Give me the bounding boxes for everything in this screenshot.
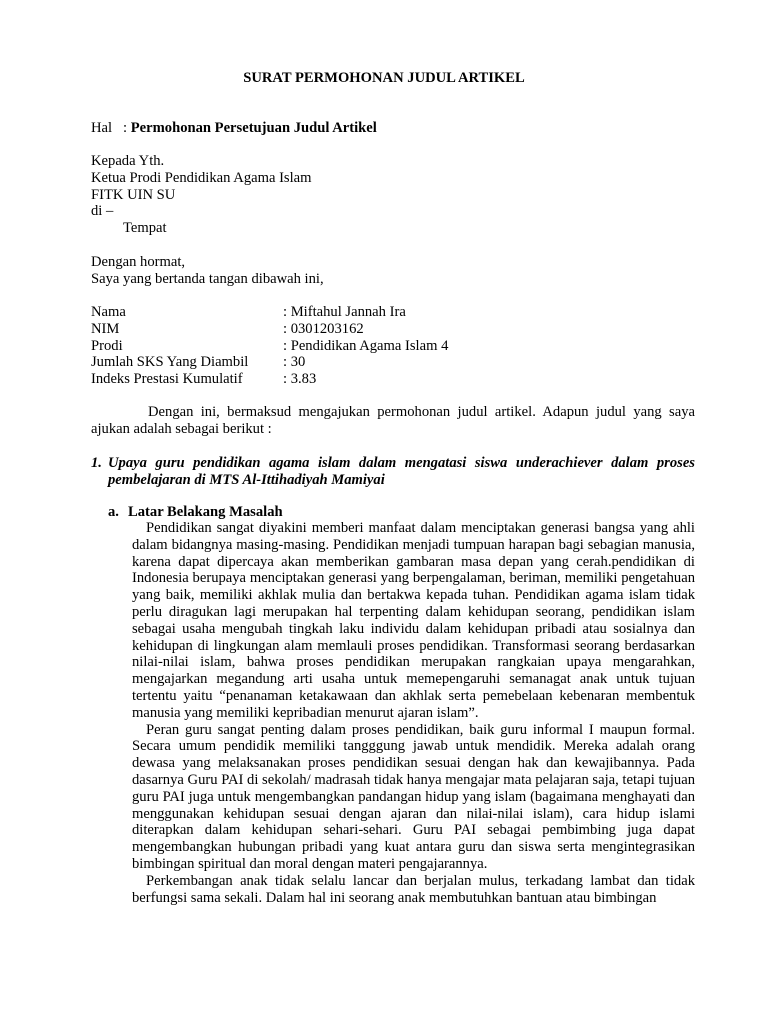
body-paragraph: Peran guru sangat penting dalam proses pendidikan, baik guru informal I maupun formal. Secara umum pendidik memiliki tangggung jawab untuk mendidik. Mereka adalah orang dewasa yang melaksanakan proses pendidikan sesuai dengan hak dan kewajibannya. Pada dasarnya Guru PAI di sekolah/ madrasah tidak hanya mengajar mata pelajaran saja, tetapi tujuan guru PAI juga untuk mengembangkan pandangan hidup yang islam (bagaimana menghayati dan menggunakan kehidupan sesuai dengan ajaran dan nilai-nilai islam), cara hidup islami diterapkan dalam kehidupan sehari-sehari. Guru PAI sebagai pembimbing juga dapat mengembangkan hubungan pribadi yang kuat antara guru dan siswa serta mengintegrasikan bimbingan spiritual dan moral dengan materi pengajarannya. [132, 721, 695, 872]
section-body [132, 520, 695, 906]
identity-label: NIM [91, 320, 120, 337]
greeting-block [91, 254, 324, 288]
recipient-line: Ketua Prodi Pendidikan Agama Islam [91, 169, 312, 186]
identity-row-sks [91, 354, 448, 371]
identity-label: Indeks Prestasi Kumulatif [91, 371, 243, 388]
body-paragraph: Perkembangan anak tidak selalu lancar dan berjalan mulus, terkadang lambat dan tidak berfungsi sama sekali. Dalam hal ini seorang anak membutuhkan bantuan atau bimbingan [132, 872, 695, 906]
identity-value: : 30 [283, 354, 306, 371]
subject-line [91, 120, 377, 137]
article-topic [91, 455, 695, 489]
recipient-place: Tempat [123, 220, 167, 237]
identity-row-prodi [91, 338, 448, 355]
identity-row-ipk [91, 371, 448, 388]
subject-separator: : [123, 120, 128, 136]
body-paragraph: Pendidikan sangat diyakini memberi manfaat dalam menciptakan generasi bangsa yang ahli dalam bidangnya masing-masing. Pendidikan menjadi tumpuan harapan bagi sebagian manusia, karena dapat dipercaya akan memberikan gambaran masa depan yang cerah.pendidikan di Indonesia berupaya menciptakan generasi yang berpengalaman, beriman, memiliki pengetahuan yang baik, memiliki akhlak mulia dan bertakwa kepada tuhan. Pendidikan agama islam tidak perlu diragukan lagi merupakan hal terpenting dalam kehidupan seorang, pendidikan islam sebagai usaha mengubah tingkah laku individu dalam kehidupan pribadi atau sosialnya dan kehidupan di lingkungan alam memlauli proses pendidikan. Transformasi seorang berdasarkan nilai-nilai islam, bahwa proses pendidikan merupakan rangkaian upaya mengarahkan, mengajarkan megandung arti usaha untuk memepengaruhi semanagat anak untuk tujuan tertentu yaitu “penanaman ketakawaan dan akhlak serta pemebelaan kebenaran membentuk manusia yang memiliki kepribadian menurut ajaran islam”. [132, 520, 695, 721]
recipient-block [91, 153, 312, 237]
identity-value: : 3.83 [283, 371, 317, 388]
topic-number: 1. [91, 455, 102, 471]
identity-value: : Miftahul Jannah Ira [283, 304, 406, 320]
section-letter: a. [108, 504, 119, 520]
recipient-line: FITK UIN SU [91, 186, 176, 203]
subject-value: Permohonan Persetujuan Judul Artikel [130, 120, 377, 136]
section-heading [108, 504, 283, 521]
subject-label: Hal [91, 120, 113, 136]
topic-title: Upaya guru pendidikan agama islam dalam mengatasi siswa underachiever dalam proses pembelajaran di MTS Al-Ittihadiyah Mamiyai [108, 455, 695, 488]
identity-value: : Pendidikan Agama Islam 4 [283, 337, 449, 354]
recipient-line: Kepada Yth. [91, 153, 165, 169]
intro-paragraph: Dengan ini, bermaksud mengajukan permohonan judul artikel. Adapun judul yang saya ajukan adalah sebagai berikut : [91, 404, 695, 437]
greeting-line: Dengan hormat, [91, 254, 186, 270]
greeting-line: Saya yang bertanda tangan dibawah ini, [91, 270, 324, 287]
identity-row-nim [91, 321, 448, 338]
identity-row-nama [91, 304, 448, 321]
identity-label: Prodi [91, 337, 123, 354]
section-title: Latar Belakang Masalah [128, 504, 283, 520]
identity-value: : 0301203162 [283, 320, 364, 337]
identity-table [91, 304, 448, 388]
identity-label: Jumlah SKS Yang Diambil [91, 354, 249, 371]
document-title: SURAT PERMOHONAN JUDUL ARTIKEL [243, 70, 525, 86]
identity-label: Nama [91, 304, 126, 320]
recipient-line: di – [91, 203, 114, 220]
